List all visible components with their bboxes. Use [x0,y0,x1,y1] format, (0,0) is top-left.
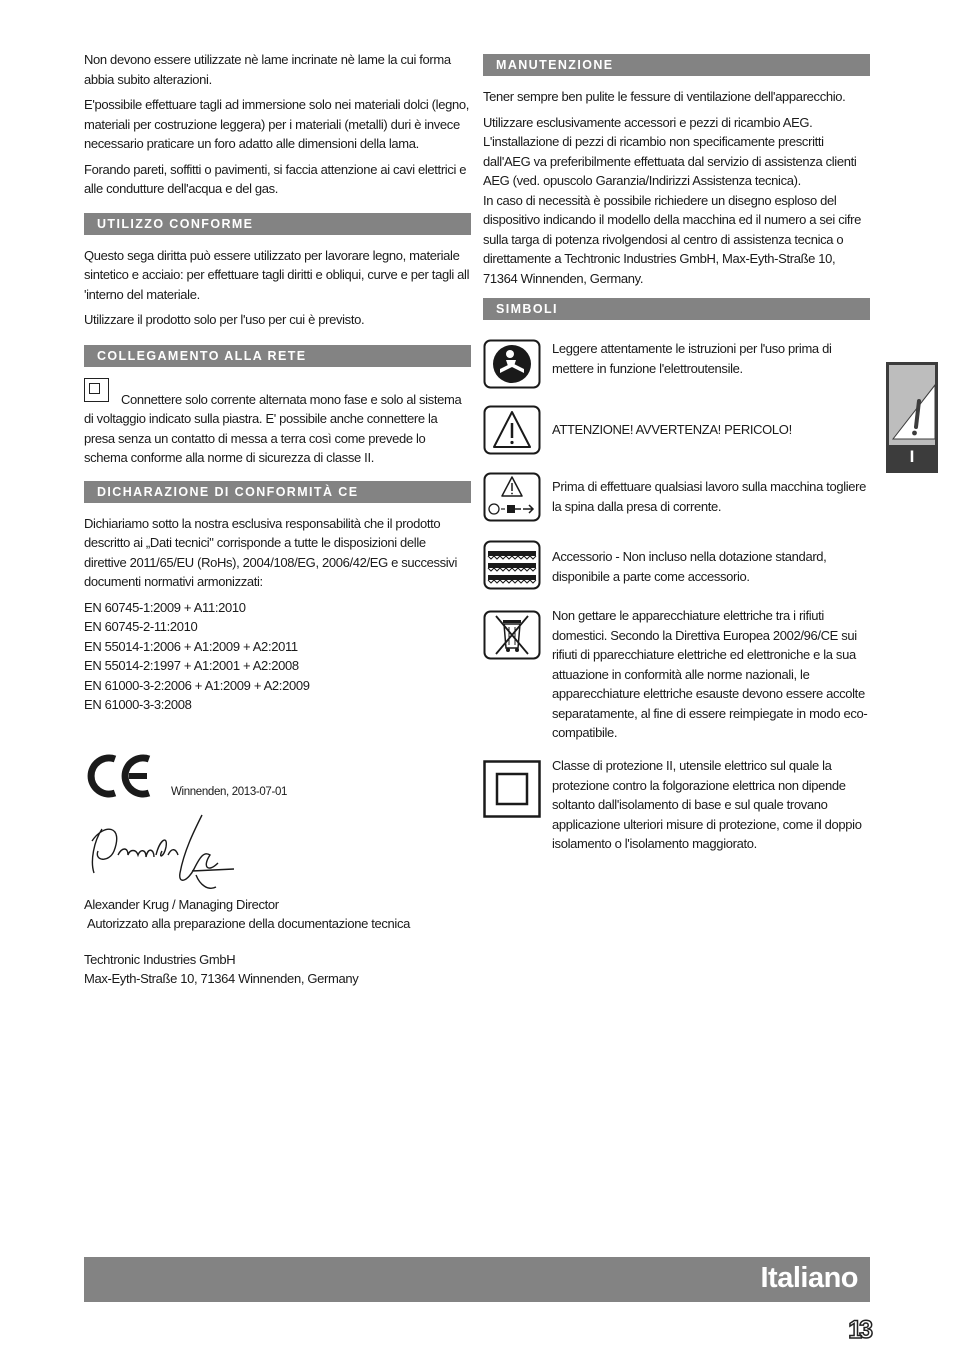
heading-collegamento-rete: COLLEGAMENTO ALLA RETE [84,345,471,367]
paragraph-mains-connection: Connettere solo corrente alternata mono fase e solo al sistema di voltaggio indicato sulla piastra. E' possibile anche connettere la presa senza un contatto di messa a terra così come prevede lo schema conforme alla norme di sicurezza di classe II. [84,391,462,465]
ce-mark-row [84,751,471,819]
standard-item: EN 60745-2-11:2010 [84,619,198,634]
standard-item: EN 55014-1:2006 + A1:2009 + A2:2011 [84,638,298,654]
paragraph-use-as-intended: Utilizzare il prodotto solo per l'uso per cui è previsto. [84,312,365,327]
signature-image [84,811,254,893]
side-tab-warning-panel [889,365,935,445]
standard-item: EN 61000-3-2:2006 + A1:2009 + A2:2009 [84,677,310,693]
paragraph-drilling-walls: Forando pareti, soffitti o pavimenti, si faccia attenzione ai cavi elettrici e alle condutture dell'acqua e del gas. [84,161,467,196]
paragraph-intended-use: Questo sega diritta può essere utilizzato per lavorare legno, materiale sintetico e acciaio: per effettuare tagli diritti e obliqui, curve e per tagli all 'interno del materiale. [84,247,470,302]
left-column [84,50,471,989]
paragraph-damaged-blades: Non devono essere utilizzate nè lame incrinate nè lame la cui forma abbia subito alterazioni. [84,52,451,87]
footer-language-title: Italiano [760,1262,858,1294]
right-column [483,54,870,851]
company-name: Techtronic Industries GmbH [84,951,236,967]
symbols-list [483,320,870,851]
signer-role: Autorizzato alla preparazione della documentazione tecnica [87,916,410,931]
standards-list [84,598,471,715]
heading-manutenzione: MANUTENZIONE [483,54,870,76]
heading-dichiarazione-ce: DICHARAZIONE DI CONFORMITÀ CE [84,481,471,503]
paragraph-exploded-drawing: In caso di necessità è possibile richiedere un disegno esploso del dispositivo indicando il modello della macchina ed il numero a sei cifre sulla targa di potenza rivolgendosi al centro di assistenza tecnica o direttamente a Techtronic Industries GmbH, Max-Eyth-Straße 10, 71364 Winnenden, Germany. [483,192,862,286]
ce-mark-icon [87,753,153,799]
symbol-text: Non gettare le apparecchiature elettriche tra i rifiuti domestici. Secondo la Direttiva Europea 2002/96/CE sui rifiuti di pparecchiature elettriche ed elettroniche e la sua attuazione in conformità alle norme nazionali, le apparecchiature elettriche esauste devono essere accolte separatamente, al fine di essere reimpiegate in modo eco-compatibile. [552,608,868,740]
footer-language-bar [84,1257,870,1302]
class-ii-small-icon [84,378,109,402]
paragraph-ventilation: Tener sempre ben pulite le fessure di ventilazione dell'apparecchio. [483,89,846,104]
standard-item: EN 61000-3-3:2008 [84,697,192,712]
side-tab-letter: I [909,447,915,466]
symbol-text: ATTENZIONE! AVVERTENZA! PERICOLO! [552,422,792,437]
warning-exclamation-icon [889,365,935,445]
mains-connection-block [84,378,471,468]
place-date: Winnenden, 2013-07-01 [171,785,288,798]
saw-blades-icon [483,540,541,590]
standard-item: EN 55014-2:1997 + A1:2001 + A2:2008 [84,658,299,673]
signer-name: Alexander Krug / Managing Director [84,896,279,912]
heading-utilizzo-conforme: UTILIZZO CONFORME [84,213,471,235]
symbol-text: Accessorio - Non incluso nella dotazione standard, disponibile a parte come accessorio. [552,549,827,584]
weee-bin-icon [483,610,541,660]
symbol-text: Prima di effettuare qualsiasi lavoro sulla macchina togliere la spina dalla presa di corrente. [552,479,867,514]
class-ii-icon [483,760,541,818]
standard-item: EN 60745-1:2009 + A11:2010 [84,599,246,615]
page-number: 13 [848,1316,870,1344]
heading-simboli: SIMBOLI [483,298,870,320]
warning-triangle-icon [483,405,541,455]
read-manual-icon [483,339,541,389]
symbol-text: Leggere attentamente le istruzioni per l'uso prima di mettere in funzione l'elettroutensile. [552,341,832,376]
paragraph-spare-parts: Utilizzare esclusivamente accessori e pezzi di ricambio AEG. L'installazione di pezzi di ricambio non specificamente prescritti dall'AEG va preferibilmente effettuata dal servizio di assistenza clienti AEG (ved. opuscolo Garanzia/Indirizzi Assistenza tecnica). [483,114,857,188]
paragraph-ce-declaration: Dichiariamo sotto la nostra esclusiva responsabilità che il prodotto descritto ai „Dati tecnici" corrisponde a tutte le disposizioni delle direttive 2011/65/EU (RoHs), 2004/108/EG, 2006/42/EG e successivi documenti normativi armonizzati: [84,515,457,589]
paragraph-plunge-cuts: E'possibile effettuare tagli ad immersione solo nei materiali dolci (legno, materiali per costruzione leggera) per i materiali (metalli) duri è invece necessario praticare un foro adatto alle dimensioni della lama. [84,97,469,151]
symbol-text: Classe di protezione II, utensile elettrico sul quale la protezione contro la folgorazione elettrica non dipende soltanto dall'isolamento di base e sul quale trovano applicazione ulteriori misure di protezione, come il doppio isolamento o l'isolamento maggiorato. [552,758,862,851]
unplug-warning-icon [483,472,541,522]
language-side-tab [886,362,938,473]
company-address: Max-Eyth-Straße 10, 71364 Winnenden, Germany [84,971,359,986]
